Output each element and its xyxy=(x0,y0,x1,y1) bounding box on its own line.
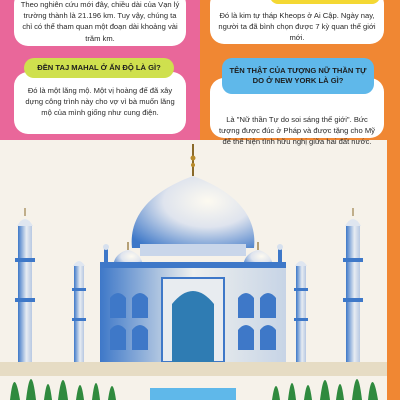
pyramid-answer-card xyxy=(210,0,384,44)
taj-mahal-answer-text: Đó là một lăng mộ. Một vị hoàng đế đã xây dựng công trình này cho vợ vì bà muốn lăng mộ của mình giống như cung điện. xyxy=(25,86,175,118)
liberty-answer-text: Là "Nữ thần Tự do soi sáng thế giới". Bức tượng được đúc ở Pháp và được tặng cho Mỹ để thể hiện tình hữu nghị giữa hai đất nước. xyxy=(219,115,375,147)
minaret-far-left xyxy=(15,208,35,376)
taj-mahal-question-text: ĐỀN TAJ MAHAL Ở ẤN ĐỘ LÀ GÌ? xyxy=(37,62,161,72)
minaret-far-right xyxy=(343,208,363,376)
liberty-question-tag xyxy=(222,58,374,94)
minaret-left xyxy=(72,261,86,376)
taj-mahal-illustration xyxy=(0,138,400,400)
taj-mahal-answer-card xyxy=(14,72,186,134)
great-wall-answer-card xyxy=(14,0,186,46)
pyramid-answer-text: Đó là kim tự tháp Kheops ở Ai Cập. Ngày nay, người ta đã bình chọn được 7 kỳ quan thế giới mới. xyxy=(218,11,376,43)
liberty-question-text: TÊN THẬT CỦA TƯỢNG NỮ THẦN TỰ DO Ở NEW YORK LÀ GÌ? xyxy=(229,65,367,85)
orange-edge-strip xyxy=(387,138,400,400)
reflecting-pool xyxy=(150,388,236,400)
taj-mahal-question-tag xyxy=(24,58,174,78)
pyramid-question-tag xyxy=(270,0,380,4)
plinth xyxy=(0,362,387,376)
main-dome xyxy=(132,144,255,256)
great-wall-answer-text: Theo nghiên cứu mới đây, chiều dài của Vạn lý trường thành là 21.196 km. Tuy vậy, chúng ta chỉ có thể tham quan một đoạn dài khoảng vài trăm km. xyxy=(20,0,180,43)
minaret-right xyxy=(294,261,308,376)
